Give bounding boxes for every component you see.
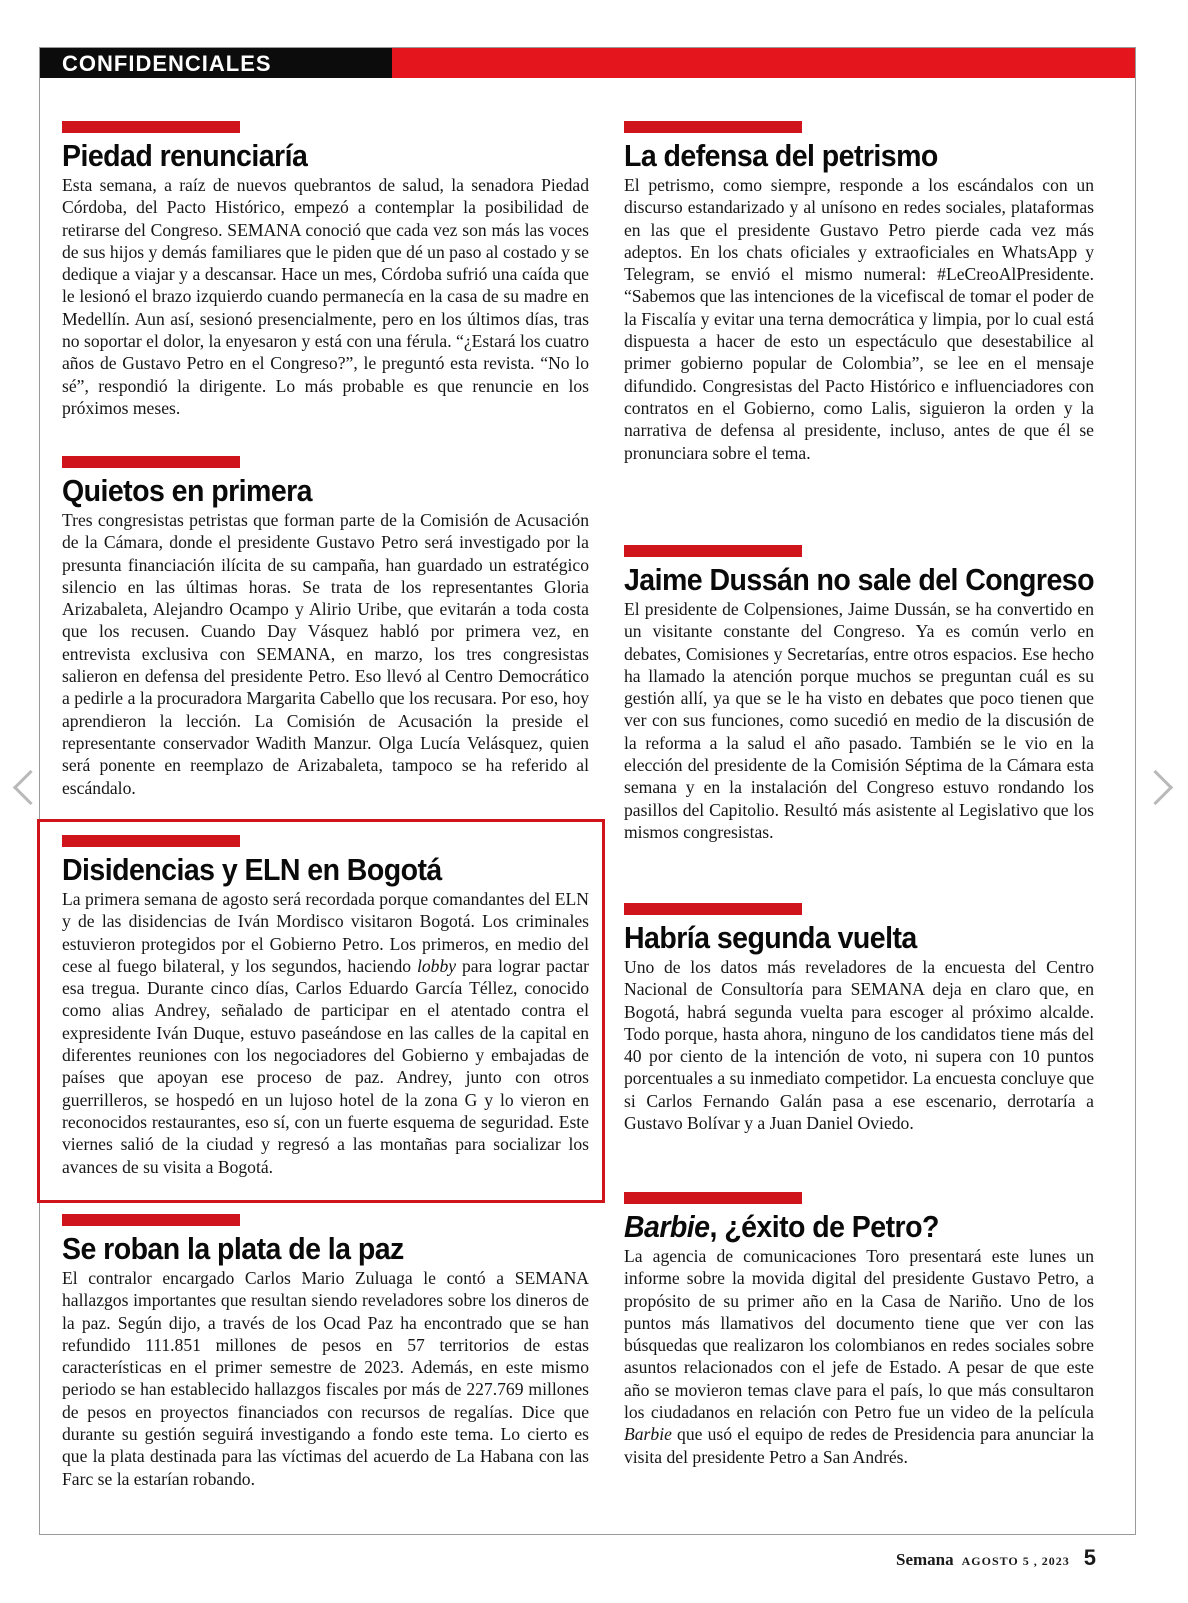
magazine-page <box>39 47 1136 1535</box>
italic-term: lobby <box>416 955 457 976</box>
article-plata-paz <box>62 1214 589 1490</box>
italic-title: Barbie <box>624 1209 710 1244</box>
article-body: Uno de los datos más reveladores de la encuesta del Centro Nacional de Consultoría para SEMANA deja en claro que, en Bogotá, habrá segunda vuelta para escoger al próximo alcalde. Todo porque, hasta ahora, ninguno de los candidatos tiene más del 40 por ciento de la intención de voto, ni supera con 10 puntos porcentuales a su inmediato competidor. La encuesta concluye que si Carlos Fernando Galán pasa a ese escenario, derrotaría a Gustavo Bolívar y a Juan Daniel Oviedo. <box>624 957 1094 1134</box>
footer-date: AGOSTO 5 , 2023 <box>961 1554 1070 1568</box>
article-quietos <box>62 456 589 799</box>
article-disidencias <box>62 835 589 1178</box>
section-label: CONFIDENCIALES <box>40 48 392 78</box>
article-dussan <box>624 545 1094 843</box>
article-headline: Quietos en primera <box>62 473 312 508</box>
article-segunda-vuelta <box>624 903 1094 1134</box>
headline-accent-bar <box>62 1214 240 1226</box>
article-body: Esta semana, a raíz de nuevos quebrantos de salud, la senadora Piedad Córdoba, del Pacto Histórico, empezó a contemplar la posibilidad de retirarse del Congreso. SEMANA conoció que cada vez son más las voces de sus hijos y demás familiares que le piden que dé un paso al costado y se dedique a viajar y a descansar. Hace un mes, Córdoba sufrió una caída que le lesionó el brazo izquierdo cuando permanecía en la casa de su madre en Medellín. Aun así, sesionó presencialmente, pero en los últimos días, tras no soportar el dolor, la enyesaron y está con una férula. “¿Estará los cuatro años de Gustavo Petro en el Congreso?”, le preguntó esta revista. “No lo sé”, respondió la dirigente. Lo más probable es que renuncie en los próximos meses. <box>62 175 589 418</box>
italic-term: Barbie <box>624 1424 672 1445</box>
headline-accent-bar <box>62 456 240 468</box>
headline-accent-bar <box>62 835 240 847</box>
article-body: El petrismo, como siempre, responde a los escándalos con un discurso estandarizado y al unísono en redes sociales, plataformas en las que el presidente Gustavo Petro pierde cada vez más adeptos. En los chats oficiales y extraoficiales en WhatsApp y Telegram, se envió el mismo numeral: #LeCreoAlPresidente. “Sabemos que las intenciones de la vicefiscal de tomar el poder de la Fiscalía y evitar una terna democrática y limpia, por lo cual está dispuesta a hacer de esto un espectáculo que desestabilice al primer gobierno popular de Colombia”, se lee en el mensaje difundido. Congresistas del Pacto Histórico e influenciadores con contratos en el Gobierno, como Lalis, siguieron la orden y la narrativa de defensa al presidente, incluso, antes de que él se pronunciara sobre el tema. <box>624 175 1094 463</box>
article-body: El contralor encargado Carlos Mario Zuluaga le contó a SEMANA hallazgos importantes que resultan siendo reveladores sobre los dineros de la paz. Según dijo, a través de los Ocad Paz ha encontrado que se han refundido 111.851 millones de pesos en 57 territorios de estas características en el primer semestre de 2023. Además, en este mismo periodo se han establecido hallazgos fiscales por más de 227.769 millones de pesos en proyectos financiados con recursos de regalías. Dice que durante su gestión seguirá investigando a fondo este tema. Lo cierto es que la plata destinada para las víctimas del acuerdo de La Habana con las Farc se la estarían robando. <box>62 1268 589 1489</box>
headline-accent-bar <box>624 121 802 133</box>
article-defensa-petrismo <box>624 121 1094 464</box>
article-body: La agencia de comunicaciones Toro presentará este lunes un informe sobre la movida digital del presidente Gustavo Petro, a propósito de su primer año en la Casa de Nariño. Uno de los puntos más llamativos del documento tiene que ver con las búsquedas que realizaron los colombianos en redes sociales sobre asuntos relacionados con el jefe de Estado. A pesar de que este año se movieron temas clave para el país, lo que más consultaron los ciudadanos en relación con Petro fue un video de la película Barbie que usó el equipo de redes de Presidencia para anunciar la visita del presidente Petro a San Andrés. <box>624 1246 1094 1467</box>
article-headline: Barbie, ¿éxito de Petro? <box>624 1209 939 1244</box>
article-headline: Habría segunda vuelta <box>624 920 917 955</box>
article-body: Tres congresistas petristas que forman parte de la Comisión de Acusación de la Cámara, donde el presidente Gustavo Petro será investigado por la presunta financiación ilícita de su campaña, han guardado un estratégico silencio en las últimas horas. Se trata de los representantes Gloria Arizabaleta, Alejandro Ocampo y Alirio Uribe, que evitarán a toda costa que los recusen. Cuando Day Vásquez habló por primera vez, en entrevista exclusiva con SEMANA, en marzo, los tres congresistas salieron en defensa del presidente Petro. Eso llevó al Centro Democrático a pedirle a la procuradora Margarita Cabello que los recusara. Por eso, hoy aprendieron la lección. La Comisión de Acusación la preside el representante conservador Wadith Manzur. Olga Lucía Velásquez, quien será ponente en reemplazo de Arizabaleta, tampoco se ha referido al escándalo. <box>62 510 589 798</box>
next-page-arrow-icon[interactable] <box>1138 770 1173 805</box>
article-body: La primera semana de agosto será recordada porque comandantes del ELN y de las disidencias de Iván Mordisco visitaron Bogotá. Los criminales estuvieron protegidos por el Gobierno Petro. Los primeros, en medio del cese al fuego bilateral, y los segundos, haciendo lobby para lograr pactar esa tregua. Durante cinco días, Carlos Eduardo García Téllez, conocido como alias Andrey, señalado de participar en el atentado contra el expresidente Iván Duque, estuvo paseándose en las calles de la capital en diferentes reuniones con los negociadores del Gobierno y embajadas de países que apoyan ese proceso de paz. Andrey, junto con otros guerrilleros, se hospedó en un lujoso hotel de la zona G y lo vieron en reconocidos restaurantes, eso sí, con un fuerte esquema de seguridad. Este viernes salió de la ciudad y regresó a las montañas para socializar los avances de su visita a Bogotá. <box>62 889 590 1177</box>
headline-accent-bar <box>624 545 802 557</box>
footer-brand: Semana <box>896 1550 954 1569</box>
article-headline: Se roban la plata de la paz <box>62 1231 404 1266</box>
article-piedad <box>62 121 589 419</box>
headline-accent-bar <box>624 1192 802 1204</box>
article-headline: Jaime Dussán no sale del Congreso <box>624 562 1094 597</box>
page-number: 5 <box>1083 1545 1097 1570</box>
headline-accent-bar <box>62 121 240 133</box>
page-footer <box>896 1545 1096 1571</box>
headline-accent-bar <box>624 903 802 915</box>
article-headline: Piedad renunciaría <box>62 138 308 173</box>
article-barbie <box>624 1192 1094 1468</box>
article-headline: Disidencias y ELN en Bogotá <box>62 852 442 887</box>
article-body: El presidente de Colpensiones, Jaime Dussán, se ha convertido en un visitante constante del Congreso. Ya es común verlo en debates, Comisiones y Secretarías, entre otros espacios. Ese hecho ha llamado la atención porque muchos se preguntan cuál es su gestión allí, ya que se le ha visto en debates que poco tienen que ver con sus funciones, como sucedió en medio de la discusión de la reforma a la salud el año pasado. También se le vio en la elección del presidente de la Comisión Séptima de la Cámara esta semana y en la instalación del Congreso estuvo rondando los pasillos del Capitolio. Resultó más asistente al Legislativo que los mismos congresistas. <box>624 599 1094 842</box>
article-headline: La defensa del petrismo <box>624 138 938 173</box>
